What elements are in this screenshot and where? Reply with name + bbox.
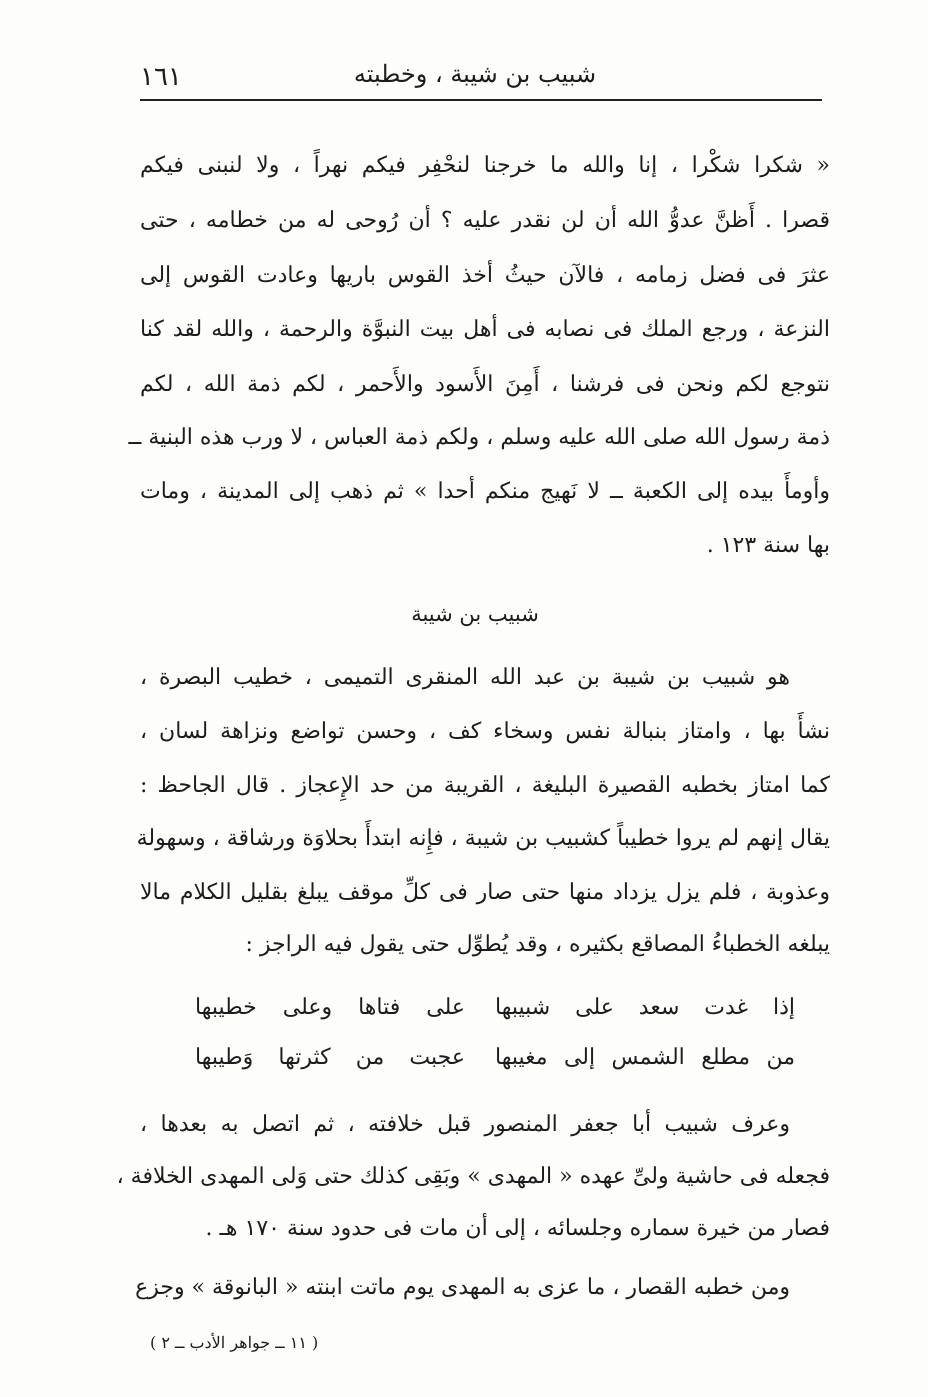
text-line: فصار من خيرة سماره وجلسائه ، إلى أن مات فى حدود سنة ١٧٠ هـ . <box>205 1216 830 1241</box>
text-line: يقال إنهم لم يروا خطيباً كشبيب بن شيبة ، فإِنه ابتدأَ بحلاوَة ورشاقة ، وسهولة <box>136 826 830 851</box>
text-line: ذمة رسول الله صلى الله عليه وسلم ، ولكم ذمة العباس ، لا ورب هذه البنية ــ <box>128 425 830 450</box>
verse-line <box>195 1045 795 1070</box>
printer-signature: ( ١١ ــ جواهر الأدب ــ ٢ ) <box>150 1333 319 1352</box>
verse-hemistich-left: على فتاها وعلى خطيبها <box>195 995 465 1020</box>
text-line: عثرَ فى فضل زمامه ، فالآن حيثُ أخذ القوس باريها وعادت القوس إلى <box>140 263 830 288</box>
text-line: يبلغه الخطباءُ المصاقع بكثيره ، وقد يُطوِّل حتى يقول فيه الراجز : <box>245 932 830 957</box>
text-line: وأومأَ بيده إلى الكعبة ــ لا نَهيج منكم أحدا » ثم ذهب إلى المدينة ، ومات <box>140 479 830 504</box>
section-heading: شبيب بن شيبة <box>411 602 539 626</box>
text-line: هو شبيب بن شيبة بن عبد الله المنقرى التميمى ، خطيب البصرة ، <box>140 665 790 690</box>
text-line: « شكرا شكْرا ، إنا والله ما خرجنا لنحْفِر فيكم نهراً ، ولا لنبنى فيكم <box>140 153 830 178</box>
verse-hemistich-left: عجبت من كثرتها وَطيبها <box>195 1045 465 1070</box>
text-line: ومن خطبه القصار ، ما عزى به المهدى يوم ماتت ابنته « البانوقة » وجزع <box>135 1275 790 1300</box>
page-number: ١٦١ <box>140 62 182 92</box>
verse-hemistich-right: إذا غدت سعد على شبيبها <box>495 995 795 1020</box>
verse-line <box>195 995 795 1020</box>
text-line: كما امتاز بخطبه القصيرة البليغة ، القريبة من حد الإِعجاز . قال الجاحظ : <box>140 773 830 798</box>
text-line: قصرا . أَظنَّ عدوُّ الله أن لن نقدر عليه ؟ أن رُوحى له من خطامه ، حتى <box>140 208 830 233</box>
text-line: النزعة ، ورجع الملك فى نصابه فى أهل بيت النبوَّة والرحمة ، والله لقد كنا <box>140 317 830 342</box>
text-line: نتوجع لكم ونحن فى فرشنا ، أَمِنَ الأَسود والأَحمر ، لكم ذمة الله ، لكم <box>140 372 830 397</box>
running-title: شبيب بن شيبة ، وخطبته <box>353 60 597 88</box>
text-line: وعذوبة ، فلم يزل يزداد منها حتى صار فى كلِّ موقف يبلغ بقليل الكلام مالا <box>140 880 830 905</box>
verse-hemistich-right: من مطلع الشمس إلى مغيبها <box>495 1045 795 1070</box>
text-line: فجعله فى حاشية ولىِّ عهده « المهدى » وبَقِى كذلك حتى وَلى المهدى الخلافة ، <box>116 1164 830 1189</box>
header-divider <box>140 99 822 101</box>
text-line: وعرف شبيب أبا جعفر المنصور قبل خلافته ، ثم اتصل به بعدها ، <box>140 1112 790 1137</box>
text-line: بها سنة ١٢٣ . <box>706 533 830 558</box>
text-line: نشأَ بها ، وامتاز بنبالة نفس وسخاء كف ، وحسن تواضع ونزاهة لسان ، <box>140 719 830 744</box>
